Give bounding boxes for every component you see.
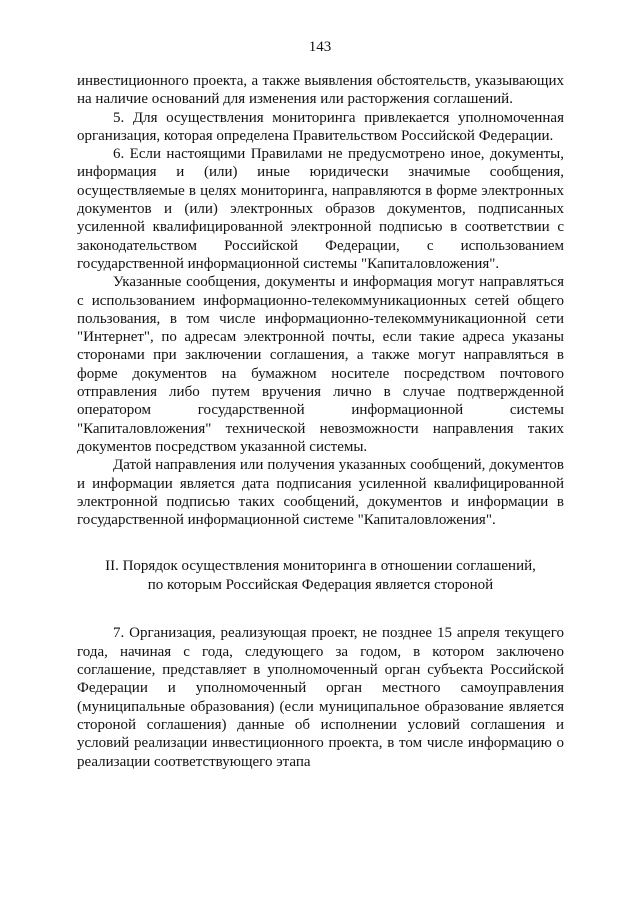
section-heading-line-1: II. Порядок осуществления мониторинга в отношении соглашений, bbox=[105, 558, 536, 575]
paragraph-5: 5. Для осуществления мониторинга привлекается уполномоченная организация, которая определена Правительством Российской Федерации. bbox=[77, 109, 564, 144]
section-heading bbox=[77, 557, 564, 594]
document-body bbox=[77, 72, 564, 771]
paragraph-continuation: инвестиционного проекта, а также выявления обстоятельств, указывающих на наличие оснований для изменения или расторжения соглашений. bbox=[77, 73, 564, 108]
page-number: 143 bbox=[308, 39, 332, 55]
paragraph-6-date: Датой направления или получения указанных сообщений, документов и информации является дата подписания усиленной квалифицированной электронной подписью таких сообщений, документов и информации в государственной информационной системе "Капиталовложения". bbox=[77, 457, 564, 529]
section-heading-line-2: по которым Российская Федерация является стороной bbox=[147, 576, 494, 593]
paragraph-6: 6. Если настоящими Правилами не предусмотрено иное, документы, информация и (или) иные юридически значимые сообщения, осуществляемые в целях мониторинга, направляются в форме электронных документов и (или) электронных образов документов, подписанных усиленной квалифицированной электронной подписью в соответствии с законодательством Российской Федерации, с использованием государственной информационной системы "Капиталовложения". bbox=[77, 146, 564, 272]
paragraph-7: 7. Организация, реализующая проект, не позднее 15 апреля текущего года, начиная с года, следующего за годом, в котором заключено соглашение, представляет в уполномоченный орган субъекта Российской Федерации и уполномоченный орган местного самоуправления (муниципальные образования) (если муниципальное образование является стороной соглашения) данные об исполнении условий соглашения и условий реализации инвестиционного проекта, в том числе информацию о реализации соответствующего этапа bbox=[77, 625, 564, 770]
paragraph-6-channels: Указанные сообщения, документы и информация могут направляться с использованием информационно-телекоммуникационных сетей общего пользования, в том числе информационно-телекоммуникационной сети "Интернет", по адресам электронной почты, если такие адреса указаны сторонами при заключении соглашения, а также могут направляться в форме документов на бумажном носителе посредством почтового отправления либо путем вручения лично в случае подтвержденной оператором государственной информационной системы "Капиталовложения" технической невозможности направления таких документов посредством указанной системы. bbox=[77, 274, 564, 455]
